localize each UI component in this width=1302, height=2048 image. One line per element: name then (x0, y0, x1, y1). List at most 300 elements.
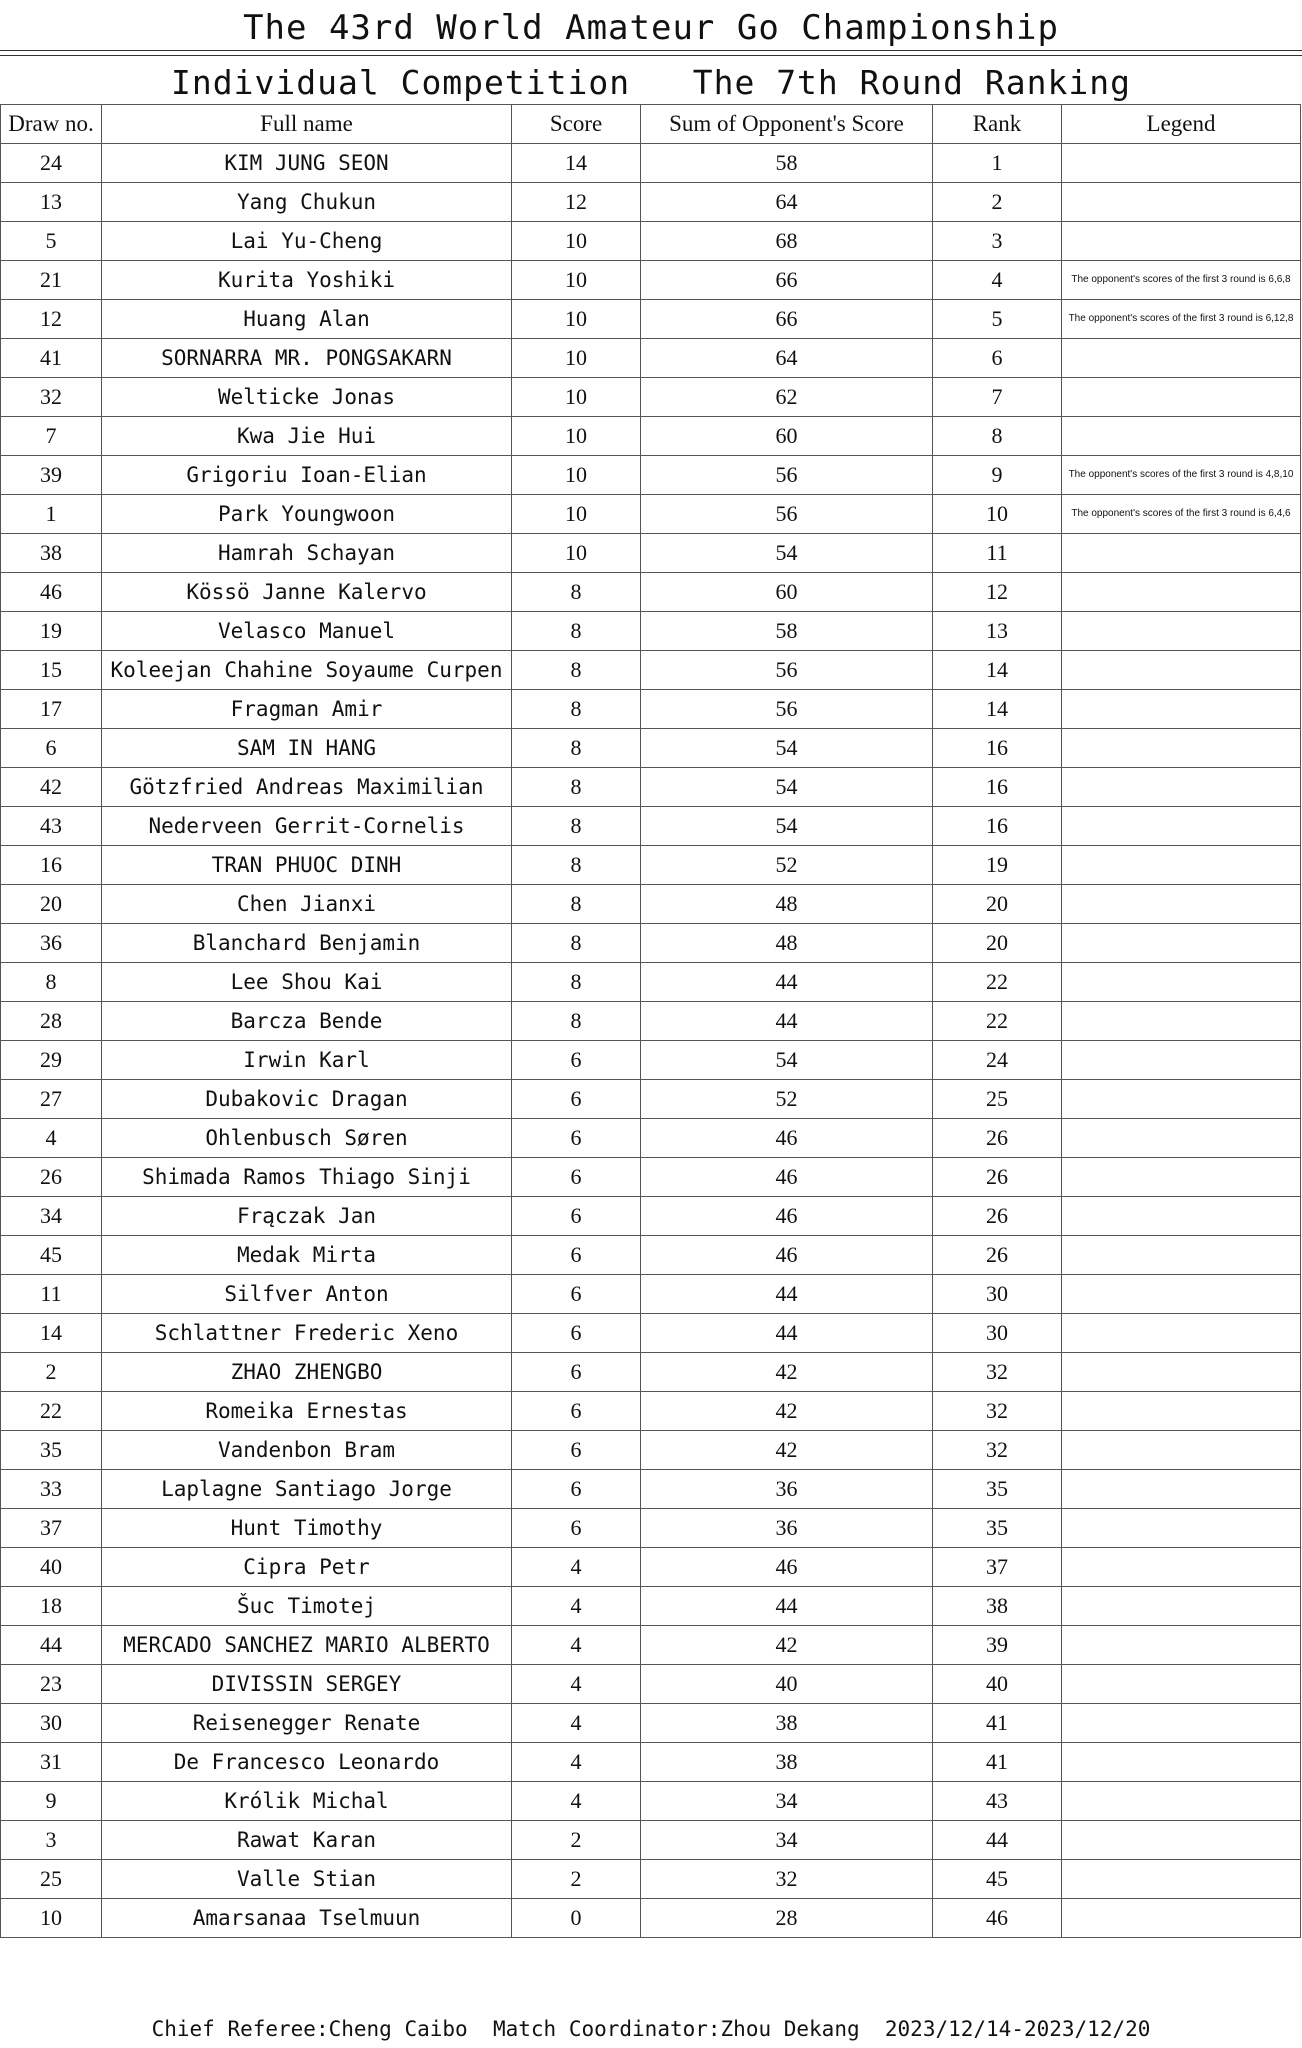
cell-draw-no: 11 (1, 1275, 102, 1314)
cell-rank: 26 (933, 1158, 1062, 1197)
cell-score: 6 (512, 1236, 641, 1275)
cell-legend (1062, 339, 1301, 378)
cell-full-name: Vandenbon Bram (102, 1431, 512, 1470)
table-row (1, 534, 1301, 573)
cell-full-name: Kwa Jie Hui (102, 417, 512, 456)
cell-full-name: Valle Stian (102, 1860, 512, 1899)
cell-legend (1062, 690, 1301, 729)
cell-full-name: KIM JUNG SEON (102, 144, 512, 183)
cell-legend (1062, 183, 1301, 222)
table-row (1, 1470, 1301, 1509)
cell-sos: 56 (641, 690, 933, 729)
cell-score: 10 (512, 261, 641, 300)
cell-full-name: ZHAO ZHENGBO (102, 1353, 512, 1392)
cell-score: 6 (512, 1470, 641, 1509)
cell-rank: 16 (933, 807, 1062, 846)
cell-sos: 54 (641, 729, 933, 768)
cell-draw-no: 18 (1, 1587, 102, 1626)
cell-legend (1062, 1587, 1301, 1626)
table-row (1, 885, 1301, 924)
cell-draw-no: 31 (1, 1743, 102, 1782)
cell-score: 6 (512, 1080, 641, 1119)
cell-draw-no: 12 (1, 300, 102, 339)
cell-rank: 30 (933, 1314, 1062, 1353)
table-row (1, 300, 1301, 339)
cell-sos: 28 (641, 1899, 933, 1938)
cell-legend (1062, 1392, 1301, 1431)
cell-score: 6 (512, 1353, 641, 1392)
cell-legend (1062, 924, 1301, 963)
cell-draw-no: 44 (1, 1626, 102, 1665)
cell-draw-no: 39 (1, 456, 102, 495)
table-row (1, 1314, 1301, 1353)
cell-legend (1062, 1704, 1301, 1743)
cell-draw-no: 29 (1, 1041, 102, 1080)
cell-legend (1062, 729, 1301, 768)
cell-sos: 56 (641, 495, 933, 534)
cell-draw-no: 3 (1, 1821, 102, 1860)
table-row (1, 1353, 1301, 1392)
cell-full-name: Silfver Anton (102, 1275, 512, 1314)
title-divider (0, 50, 1302, 56)
cell-rank: 44 (933, 1821, 1062, 1860)
table-row (1, 1197, 1301, 1236)
cell-draw-no: 32 (1, 378, 102, 417)
cell-sos: 58 (641, 144, 933, 183)
cell-rank: 19 (933, 846, 1062, 885)
cell-sos: 40 (641, 1665, 933, 1704)
cell-sos: 54 (641, 807, 933, 846)
cell-sos: 66 (641, 300, 933, 339)
cell-legend (1062, 1080, 1301, 1119)
cell-score: 4 (512, 1587, 641, 1626)
cell-draw-no: 20 (1, 885, 102, 924)
cell-rank: 14 (933, 651, 1062, 690)
cell-sos: 44 (641, 1587, 933, 1626)
cell-rank: 20 (933, 924, 1062, 963)
cell-legend (1062, 534, 1301, 573)
cell-full-name: MERCADO SANCHEZ MARIO ALBERTO (102, 1626, 512, 1665)
cell-legend (1062, 807, 1301, 846)
cell-rank: 14 (933, 690, 1062, 729)
cell-sos: 60 (641, 417, 933, 456)
cell-rank: 3 (933, 222, 1062, 261)
cell-score: 10 (512, 222, 641, 261)
cell-score: 6 (512, 1197, 641, 1236)
table-row (1, 963, 1301, 1002)
cell-sos: 36 (641, 1470, 933, 1509)
cell-rank: 43 (933, 1782, 1062, 1821)
table-row (1, 807, 1301, 846)
cell-draw-no: 41 (1, 339, 102, 378)
cell-legend (1062, 885, 1301, 924)
cell-legend (1062, 768, 1301, 807)
cell-sos: 66 (641, 261, 933, 300)
cell-full-name: Šuc Timotej (102, 1587, 512, 1626)
table-row (1, 1782, 1301, 1821)
cell-sos: 42 (641, 1431, 933, 1470)
cell-legend: The opponent's scores of the first 3 round is 6,12,8 (1062, 300, 1301, 339)
table-row (1, 1704, 1301, 1743)
cell-sos: 52 (641, 846, 933, 885)
cell-score: 8 (512, 768, 641, 807)
document-title: The 43rd World Amateur Go Championship (243, 8, 1059, 48)
cell-legend (1062, 1470, 1301, 1509)
cell-score: 4 (512, 1782, 641, 1821)
cell-rank: 24 (933, 1041, 1062, 1080)
cell-full-name: Hunt Timothy (102, 1509, 512, 1548)
cell-sos: 44 (641, 1275, 933, 1314)
cell-rank: 41 (933, 1743, 1062, 1782)
cell-sos: 46 (641, 1548, 933, 1587)
cell-full-name: Kurita Yoshiki (102, 261, 512, 300)
table-row (1, 144, 1301, 183)
cell-draw-no: 34 (1, 1197, 102, 1236)
ranking-table (0, 104, 1301, 1938)
column-header-sos: Sum of Opponent's Score (641, 105, 933, 144)
cell-legend (1062, 378, 1301, 417)
cell-draw-no: 33 (1, 1470, 102, 1509)
cell-draw-no: 28 (1, 1002, 102, 1041)
table-row (1, 1665, 1301, 1704)
table-row (1, 1626, 1301, 1665)
cell-draw-no: 45 (1, 1236, 102, 1275)
table-row (1, 651, 1301, 690)
cell-score: 6 (512, 1314, 641, 1353)
cell-sos: 46 (641, 1119, 933, 1158)
cell-full-name: Hamrah Schayan (102, 534, 512, 573)
cell-score: 8 (512, 924, 641, 963)
table-row (1, 1041, 1301, 1080)
cell-score: 10 (512, 534, 641, 573)
cell-score: 6 (512, 1119, 641, 1158)
ranking-table-body (1, 144, 1301, 1938)
table-row (1, 378, 1301, 417)
cell-draw-no: 14 (1, 1314, 102, 1353)
table-row (1, 1158, 1301, 1197)
cell-score: 6 (512, 1431, 641, 1470)
cell-draw-no: 38 (1, 534, 102, 573)
cell-legend (1062, 846, 1301, 885)
cell-legend (1062, 1509, 1301, 1548)
cell-rank: 45 (933, 1860, 1062, 1899)
cell-rank: 22 (933, 1002, 1062, 1041)
cell-draw-no: 13 (1, 183, 102, 222)
cell-sos: 38 (641, 1743, 933, 1782)
cell-full-name: DIVISSIN SERGEY (102, 1665, 512, 1704)
table-row (1, 183, 1301, 222)
cell-draw-no: 42 (1, 768, 102, 807)
cell-rank: 16 (933, 768, 1062, 807)
cell-sos: 64 (641, 339, 933, 378)
cell-full-name: Frączak Jan (102, 1197, 512, 1236)
cell-full-name: Reisenegger Renate (102, 1704, 512, 1743)
cell-sos: 42 (641, 1626, 933, 1665)
column-header-legend: Legend (1062, 105, 1301, 144)
table-row (1, 1860, 1301, 1899)
cell-rank: 11 (933, 534, 1062, 573)
cell-sos: 44 (641, 1314, 933, 1353)
cell-rank: 35 (933, 1509, 1062, 1548)
table-row (1, 729, 1301, 768)
cell-score: 10 (512, 456, 641, 495)
table-row (1, 1509, 1301, 1548)
cell-rank: 7 (933, 378, 1062, 417)
cell-score: 8 (512, 690, 641, 729)
cell-legend: The opponent's scores of the first 3 round is 4,8,10 (1062, 456, 1301, 495)
cell-draw-no: 25 (1, 1860, 102, 1899)
cell-rank: 12 (933, 573, 1062, 612)
cell-score: 8 (512, 846, 641, 885)
cell-rank: 35 (933, 1470, 1062, 1509)
cell-rank: 16 (933, 729, 1062, 768)
cell-rank: 38 (933, 1587, 1062, 1626)
cell-full-name: Götzfried Andreas Maximilian (102, 768, 512, 807)
table-row (1, 1002, 1301, 1041)
cell-sos: 42 (641, 1392, 933, 1431)
cell-sos: 42 (641, 1353, 933, 1392)
table-row (1, 924, 1301, 963)
cell-draw-no: 8 (1, 963, 102, 1002)
table-row (1, 261, 1301, 300)
cell-full-name: Kössö Janne Kalervo (102, 573, 512, 612)
table-row (1, 1743, 1301, 1782)
cell-rank: 26 (933, 1236, 1062, 1275)
cell-score: 12 (512, 183, 641, 222)
cell-draw-no: 21 (1, 261, 102, 300)
cell-draw-no: 40 (1, 1548, 102, 1587)
cell-score: 8 (512, 963, 641, 1002)
table-row (1, 456, 1301, 495)
cell-draw-no: 37 (1, 1509, 102, 1548)
cell-sos: 38 (641, 1704, 933, 1743)
cell-legend (1062, 417, 1301, 456)
cell-rank: 9 (933, 456, 1062, 495)
cell-full-name: Dubakovic Dragan (102, 1080, 512, 1119)
table-row (1, 1275, 1301, 1314)
cell-score: 6 (512, 1392, 641, 1431)
cell-score: 10 (512, 417, 641, 456)
cell-draw-no: 23 (1, 1665, 102, 1704)
cell-score: 8 (512, 1002, 641, 1041)
cell-sos: 60 (641, 573, 933, 612)
cell-sos: 54 (641, 534, 933, 573)
cell-full-name: Grigoriu Ioan-Elian (102, 456, 512, 495)
table-row (1, 1899, 1301, 1938)
cell-full-name: Romeika Ernestas (102, 1392, 512, 1431)
cell-score: 8 (512, 729, 641, 768)
cell-rank: 37 (933, 1548, 1062, 1587)
cell-legend (1062, 1899, 1301, 1938)
cell-rank: 22 (933, 963, 1062, 1002)
cell-draw-no: 35 (1, 1431, 102, 1470)
cell-score: 6 (512, 1041, 641, 1080)
cell-rank: 4 (933, 261, 1062, 300)
column-header-full-name: Full name (102, 105, 512, 144)
cell-legend (1062, 1626, 1301, 1665)
cell-legend (1062, 1002, 1301, 1041)
cell-score: 10 (512, 495, 641, 534)
cell-full-name: Laplagne Santiago Jorge (102, 1470, 512, 1509)
cell-full-name: Medak Mirta (102, 1236, 512, 1275)
cell-full-name: Schlattner Frederic Xeno (102, 1314, 512, 1353)
cell-legend (1062, 1860, 1301, 1899)
cell-rank: 5 (933, 300, 1062, 339)
column-header-draw-no: Draw no. (1, 105, 102, 144)
cell-rank: 26 (933, 1119, 1062, 1158)
cell-rank: 2 (933, 183, 1062, 222)
cell-draw-no: 15 (1, 651, 102, 690)
cell-score: 0 (512, 1899, 641, 1938)
cell-score: 6 (512, 1509, 641, 1548)
cell-sos: 34 (641, 1782, 933, 1821)
cell-full-name: Yang Chukun (102, 183, 512, 222)
cell-legend (1062, 1041, 1301, 1080)
cell-sos: 34 (641, 1821, 933, 1860)
cell-score: 8 (512, 573, 641, 612)
cell-score: 10 (512, 339, 641, 378)
cell-legend: The opponent's scores of the first 3 round is 6,6,8 (1062, 261, 1301, 300)
table-row (1, 846, 1301, 885)
cell-rank: 32 (933, 1431, 1062, 1470)
cell-rank: 40 (933, 1665, 1062, 1704)
cell-sos: 62 (641, 378, 933, 417)
table-row (1, 417, 1301, 456)
cell-rank: 8 (933, 417, 1062, 456)
cell-draw-no: 2 (1, 1353, 102, 1392)
cell-score: 2 (512, 1821, 641, 1860)
cell-legend (1062, 222, 1301, 261)
cell-sos: 44 (641, 963, 933, 1002)
cell-rank: 46 (933, 1899, 1062, 1938)
cell-full-name: Chen Jianxi (102, 885, 512, 924)
cell-legend (1062, 1119, 1301, 1158)
cell-full-name: Welticke Jonas (102, 378, 512, 417)
cell-score: 4 (512, 1704, 641, 1743)
cell-draw-no: 43 (1, 807, 102, 846)
table-row (1, 1080, 1301, 1119)
document-subtitle: Individual Competition The 7th Round Ranking (171, 63, 1131, 102)
cell-full-name: Rawat Karan (102, 1821, 512, 1860)
cell-legend (1062, 1197, 1301, 1236)
cell-legend (1062, 1743, 1301, 1782)
column-header-score: Score (512, 105, 641, 144)
cell-draw-no: 30 (1, 1704, 102, 1743)
cell-legend (1062, 1665, 1301, 1704)
cell-sos: 64 (641, 183, 933, 222)
cell-legend (1062, 1158, 1301, 1197)
cell-draw-no: 6 (1, 729, 102, 768)
cell-draw-no: 24 (1, 144, 102, 183)
cell-full-name: Fragman Amir (102, 690, 512, 729)
cell-sos: 56 (641, 456, 933, 495)
cell-legend (1062, 1275, 1301, 1314)
cell-rank: 32 (933, 1392, 1062, 1431)
column-header-rank: Rank (933, 105, 1062, 144)
cell-rank: 41 (933, 1704, 1062, 1743)
cell-sos: 46 (641, 1158, 933, 1197)
cell-score: 4 (512, 1743, 641, 1782)
cell-legend (1062, 1782, 1301, 1821)
table-row (1, 222, 1301, 261)
cell-legend (1062, 1236, 1301, 1275)
cell-sos: 46 (641, 1197, 933, 1236)
cell-rank: 20 (933, 885, 1062, 924)
cell-legend (1062, 144, 1301, 183)
cell-draw-no: 10 (1, 1899, 102, 1938)
cell-full-name: TRAN PHUOC DINH (102, 846, 512, 885)
cell-score: 8 (512, 651, 641, 690)
cell-draw-no: 9 (1, 1782, 102, 1821)
cell-legend (1062, 1548, 1301, 1587)
cell-draw-no: 1 (1, 495, 102, 534)
cell-rank: 39 (933, 1626, 1062, 1665)
cell-full-name: SORNARRA MR. PONGSAKARN (102, 339, 512, 378)
cell-legend (1062, 612, 1301, 651)
cell-sos: 36 (641, 1509, 933, 1548)
cell-legend (1062, 1314, 1301, 1353)
cell-legend (1062, 1431, 1301, 1470)
cell-full-name: Shimada Ramos Thiago Sinji (102, 1158, 512, 1197)
cell-draw-no: 17 (1, 690, 102, 729)
cell-score: 4 (512, 1665, 641, 1704)
cell-draw-no: 7 (1, 417, 102, 456)
cell-legend: The opponent's scores of the first 3 round is 6,4,6 (1062, 495, 1301, 534)
cell-score: 8 (512, 807, 641, 846)
table-row (1, 1236, 1301, 1275)
cell-score: 10 (512, 378, 641, 417)
cell-rank: 30 (933, 1275, 1062, 1314)
cell-full-name: Huang Alan (102, 300, 512, 339)
cell-full-name: De Francesco Leonardo (102, 1743, 512, 1782)
cell-sos: 58 (641, 612, 933, 651)
cell-draw-no: 5 (1, 222, 102, 261)
cell-score: 6 (512, 1158, 641, 1197)
cell-score: 4 (512, 1626, 641, 1665)
cell-legend (1062, 1821, 1301, 1860)
cell-score: 8 (512, 612, 641, 651)
cell-draw-no: 26 (1, 1158, 102, 1197)
cell-full-name: Park Youngwoon (102, 495, 512, 534)
cell-rank: 25 (933, 1080, 1062, 1119)
table-row (1, 1548, 1301, 1587)
table-row (1, 1119, 1301, 1158)
cell-full-name: Cipra Petr (102, 1548, 512, 1587)
cell-full-name: SAM IN HANG (102, 729, 512, 768)
cell-sos: 68 (641, 222, 933, 261)
cell-score: 14 (512, 144, 641, 183)
table-row (1, 495, 1301, 534)
cell-legend (1062, 1353, 1301, 1392)
cell-score: 8 (512, 885, 641, 924)
table-row (1, 339, 1301, 378)
cell-full-name: Królik Michal (102, 1782, 512, 1821)
footer-credits: Chief Referee:Cheng Caibo Match Coordinator:Zhou Dekang 2023/12/14-2023/12/20 (151, 2017, 1151, 2041)
cell-rank: 13 (933, 612, 1062, 651)
cell-draw-no: 22 (1, 1392, 102, 1431)
cell-score: 6 (512, 1275, 641, 1314)
table-row (1, 690, 1301, 729)
cell-rank: 6 (933, 339, 1062, 378)
cell-full-name: Irwin Karl (102, 1041, 512, 1080)
table-row (1, 1392, 1301, 1431)
cell-full-name: Velasco Manuel (102, 612, 512, 651)
table-row (1, 768, 1301, 807)
cell-draw-no: 27 (1, 1080, 102, 1119)
cell-draw-no: 16 (1, 846, 102, 885)
cell-full-name: Barcza Bende (102, 1002, 512, 1041)
cell-sos: 44 (641, 1002, 933, 1041)
